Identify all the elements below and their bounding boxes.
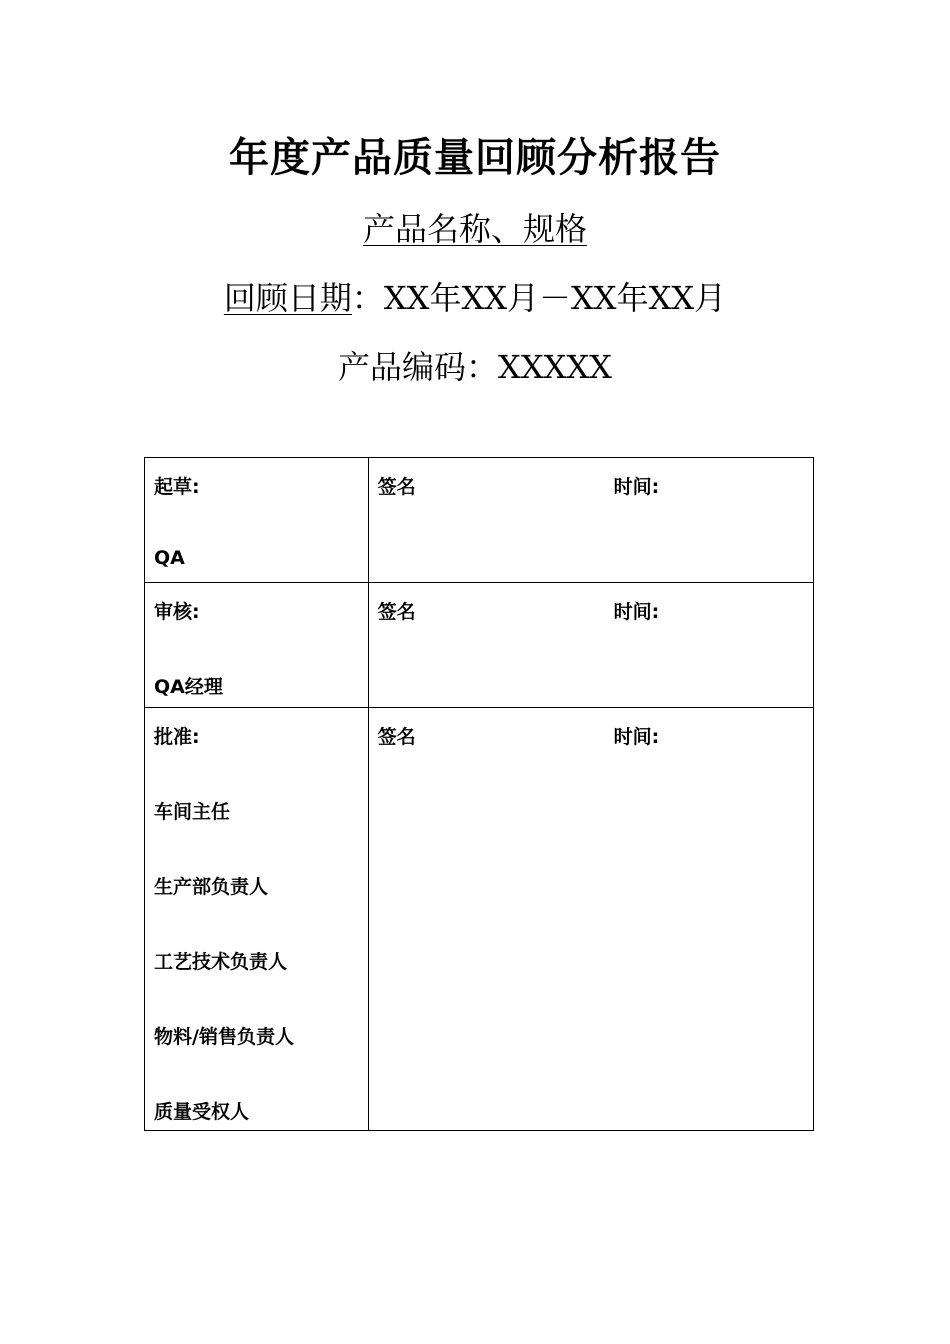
table-row: [145, 458, 814, 583]
role-heading: 起草:: [154, 476, 200, 498]
role-name: QA: [154, 547, 185, 569]
signature-cell[interactable]: [368, 708, 813, 1131]
time-label: 时间:: [613, 726, 660, 748]
time-label: 时间:: [613, 601, 660, 623]
signature-cell[interactable]: [368, 583, 813, 708]
product-name: 产品名称、规格: [362, 210, 587, 248]
review-date-line: [0, 273, 950, 319]
role-cell: [145, 458, 369, 583]
review-date-label: 回顾日期: [223, 279, 352, 317]
role-cell: [145, 708, 369, 1131]
signature-cell[interactable]: [368, 458, 813, 583]
table-row: [145, 708, 814, 1131]
role-heading: 批准:: [154, 726, 200, 748]
role-name: 质量受权人: [154, 1101, 250, 1123]
role-heading: 审核:: [154, 601, 200, 623]
role-name: 工艺技术负责人: [154, 951, 288, 973]
signature-table: [144, 457, 814, 1131]
signature-label: 签名: [377, 601, 416, 623]
role-name: 物料/销售负责人: [154, 1026, 294, 1048]
report-title: 年度产品质量回顾分析报告: [229, 135, 721, 181]
review-date-value: ：XX年XX月－XX年XX月: [351, 279, 727, 317]
signature-label: 签名: [377, 476, 416, 498]
role-name: QA经理: [154, 676, 223, 698]
signature-label: 签名: [377, 726, 416, 748]
product-code: 产品编码：XXXXX: [338, 348, 612, 386]
time-label: 时间:: [613, 476, 660, 498]
role-name: 车间主任: [154, 801, 231, 823]
role-name: 生产部负责人: [154, 876, 269, 898]
product-name-line: [0, 204, 950, 250]
role-cell: [145, 583, 369, 708]
table-row: [145, 583, 814, 708]
